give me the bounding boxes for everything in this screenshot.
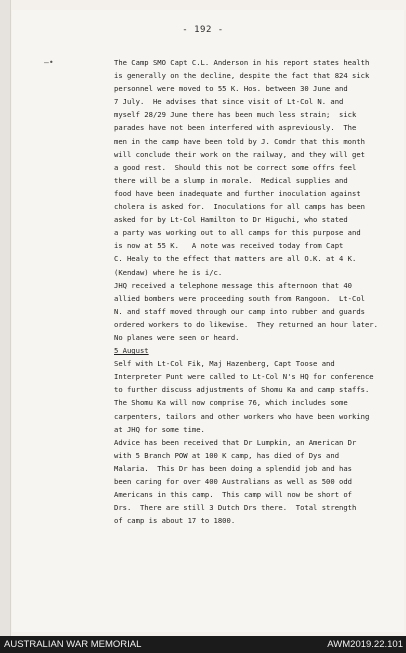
text-line: there will be a slump in morale. Medical supplies and [114,175,348,185]
text-line: (Kendaw) where he is i/c. [114,267,223,277]
text-line: a party was working out to all camps for this purpose and [114,228,361,238]
footer-bar [0,636,406,653]
margin-mark: —• [44,58,54,67]
text-line: Drs. There are still 3 Dutch Drs there. Total strength [114,503,357,513]
text-line: JHQ received a telephone message this afternoon that 40 [114,280,352,290]
text-line: food have been inadequate and further inoculation against [114,188,361,198]
date-heading: 5 August [114,346,149,356]
text-line: a good rest. Should this not be correct some offrs feel [114,162,357,172]
text-line: at JHQ for some time. [114,424,205,434]
text-line: Americans in this camp. This camp will now be short of [114,490,352,500]
text-line: The Camp SMO Capt C.L. Anderson in his report states health [114,58,370,67]
institution-label: AUSTRALIAN WAR MEMORIAL [4,639,142,650]
text-line: Advice has been received that Dr Lumpkin, an American Dr [114,437,357,447]
binding-strip [0,0,11,636]
text-line: is generally on the decline, despite the fact that 824 sick [114,71,370,81]
text-line: myself 28/29 June there has been much less strain; sick [114,110,357,120]
text-line: asked for by Lt-Col Hamilton to Dr Higuchi, who stated [114,215,348,225]
text-line: parades have not been interfered with aspreviously. The [114,123,357,133]
page-number: - 192 - [182,25,224,35]
text-line: Malaria. This Dr has been doing a splendid job and has [114,463,352,473]
text-line: with 5 Branch POW at 100 K camp, has died of Dys and [114,450,340,460]
text-line: carpenters, tailors and other workers who have been working [114,411,370,421]
text-line: been caring for over 400 Australians as well as 500 odd [114,477,352,486]
text-line: will conclude their work on the railway, and they will get [114,149,365,159]
accession-number: AWM2019.22.101 [327,639,403,650]
text-line: No planes were seen or heard. [114,332,240,342]
text-line: C. Healy to the effect that matters are all O.K. at 4 K. [114,254,357,264]
text-line: personnel were moved to 55 K. Hos. between 30 June and [114,84,348,94]
text-line: The Shomu Ka will now comprise 76, which includes some [114,398,348,408]
text-line: 7 July. He advises that since visit of Lt-Col N. and [114,97,344,107]
text-line: men in the camp have been told by J. Comdr that this month [114,136,365,146]
text-line: Interpreter Punt were called to Lt-Col N's HQ for conference [114,372,374,382]
text-line: N. and staff moved through our camp into rubber and guards [114,306,365,316]
text-line: allied bombers were proceeding south from Rangoon. Lt-Col [114,293,365,303]
text-line: cholera is asked for. Inoculations for all camps has been [114,202,365,212]
text-line: Self with Lt-Col Fik, Maj Hazenberg, Capt Toose and [114,359,335,369]
text-line: of camp is about 17 to 1800. [114,516,236,526]
text-line: to further discuss adjustments of Shomu Ka and camp staffs. [114,385,370,395]
text-line: is now at 55 K. A note was received today from Capt [114,241,344,251]
document-body [114,56,406,527]
text-line: ordered workers to do likewise. They returned an hour later. [114,319,378,329]
